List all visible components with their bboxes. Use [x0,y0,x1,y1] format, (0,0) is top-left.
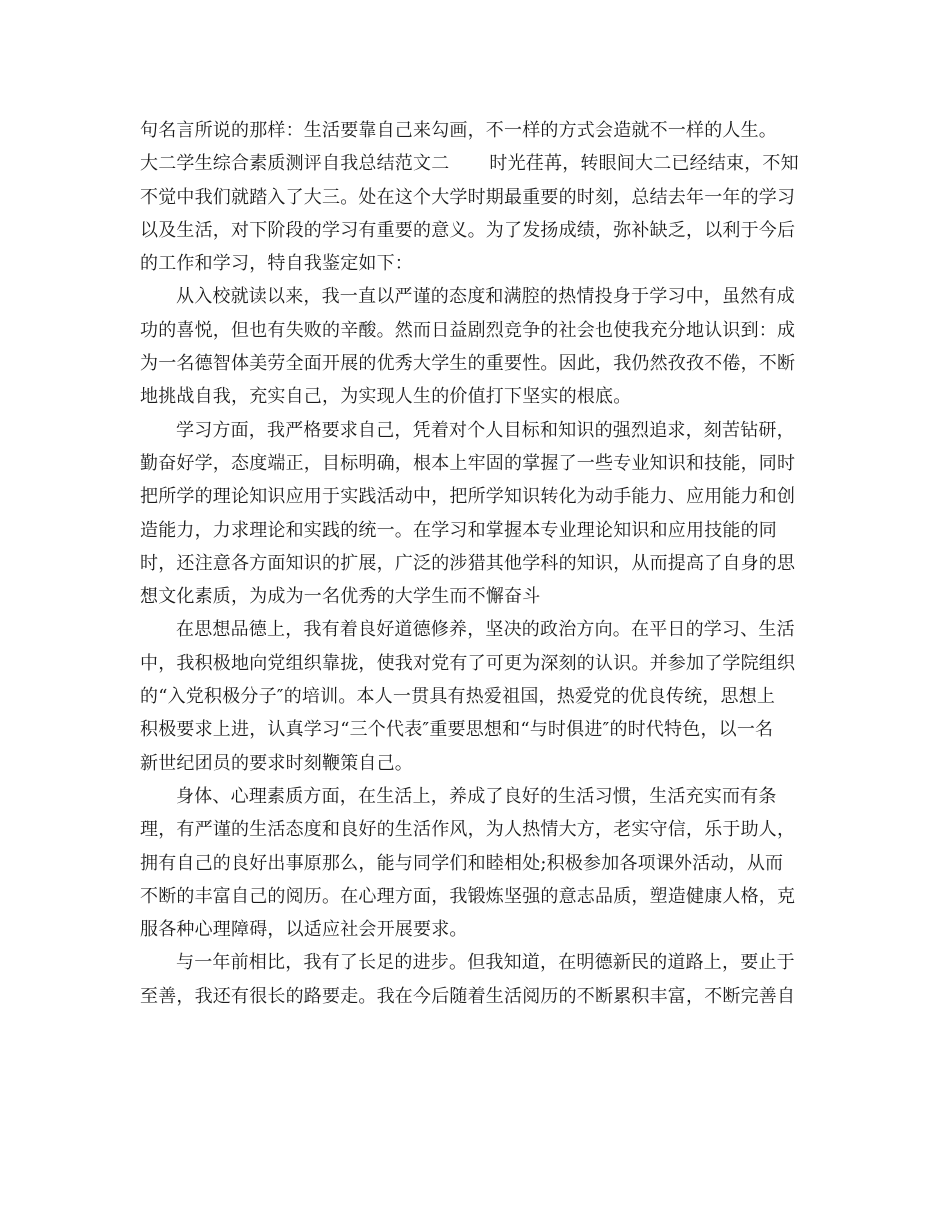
text-line: 想文化素质，为成为一名优秀的大学生而不懈奋斗 [140,586,541,608]
text-line: 把所学的理论知识应用于实践活动中，把所学知识转化为动手能力、应用能力和创 [140,486,796,508]
paragraph-start-line: 与一年前相比，我有了长足的进步。但我知道，在明德新民的道路上，要止于 [176,952,795,974]
text-line: 服各种心理障碍，以适应社会开展要求。 [140,919,468,941]
text-line: 功的喜悦，但也有失败的辛酸。然而日益剧烈竞争的社会也使我充分地认识到：成 [140,319,796,341]
text-line: 勤奋好学，态度端正，目标明确，根本上牢固的掌握了一些专业知识和技能，同时 [140,452,796,474]
section-first-sentence: 时光荏苒，转眼间大二已经结束，不知 [489,153,799,175]
text-line [140,147,816,180]
text-line: 以及生活，对下阶段的学习有重要的意义。为了发扬成绩，弥补缺乏，以利于今后 [140,219,796,241]
text-line: 中，我积极地向党组织靠拢，使我对党有了可更为深刻的认识。并参加了学院组织 [140,652,796,674]
text-line: 的“入党积极分子″的培训。本人一贯具有热爱祖国，热爱党的优良传统，思想上 [140,686,776,708]
text-line: 地挑战自我，充实自己，为实现人生的价值打下坚实的根底。 [140,386,632,408]
text-line: 为一名德智体美劳全面开展的优秀大学生的重要性。因此，我仍然孜孜不倦，不断 [140,353,796,375]
text-line: 理，有严谨的生活态度和良好的生活作风，为人热情大方，老实守信，乐于助人， [140,819,796,841]
text-line: 句名言所说的那样：生活要靠自己来勾画，不一样的方式会造就不一样的人生。 [140,120,777,141]
paragraph-start-line: 在思想品德上，我有着良好道德修养，坚决的政治方向。在平日的学习、生活 [176,619,795,641]
paragraph-start-line: 学习方面，我严格要求自己，凭着对个人目标和知识的强烈追求，刻苦钻研， [176,419,795,441]
text-line: 新世纪团员的要求时刻鞭策自己。 [140,752,413,774]
text-line: 的工作和学习，特自我鉴定如下： [140,253,413,275]
text-line: 不断的丰富自己的阅历。在心理方面，我锻炼坚强的意志品质，塑造健康人格，克 [140,885,796,907]
text-line: 时，还注意各方面知识的扩展，广泛的涉猎其他学科的知识，从而提高了自身的思 [140,552,796,574]
text-line: 至善，我还有很长的路要走。我在今后随着生活阅历的不断累积丰富，不断完善自 [140,985,796,1007]
text-line: 拥有自己的良好出事原那么，能与同学们和睦相处;积极参加各项课外活动，从而 [140,852,784,874]
section-title: 大二学生综合素质测评自我总结范文二 [140,153,450,175]
document-body [140,114,816,1013]
paragraph-start-line: 身体、心理素质方面，在生活上，养成了良好的生活习惯，生活充实而有条 [176,785,777,807]
text-line: 不觉中我们就踏入了大三。处在这个大学时期最重要的时刻，总结去年一年的学习 [140,186,796,208]
text-line: 造能力，力求理论和实践的统一。在学习和掌握本专业理论知识和应用技能的同 [140,519,777,541]
text-line: 积极要求上进，认真学习“三个代表″重要思想和“与时俱进″的时代特色，以一名 [140,719,774,741]
paragraph-start-line: 从入校就读以来，我一直以严谨的态度和满腔的热情投身于学习中，虽然有成 [176,286,795,308]
